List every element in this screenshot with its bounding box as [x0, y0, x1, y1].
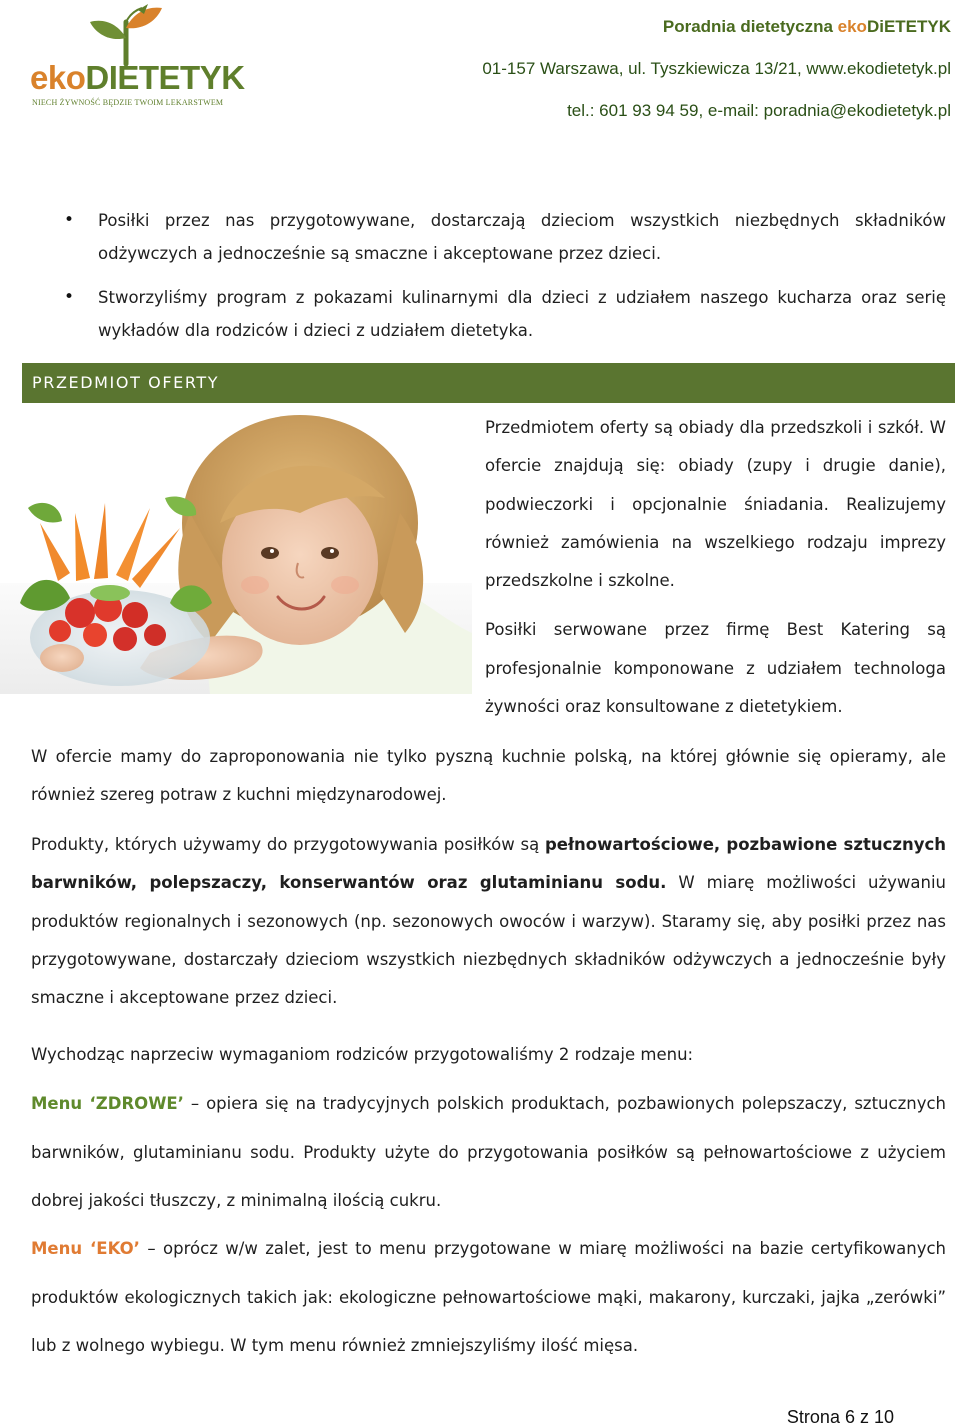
section-header-bar	[22, 363, 955, 403]
section-title: PRZEDMIOT OFERTY	[32, 373, 220, 392]
header-contact: tel.: 601 93 94 59, e-mail: poradnia@ekodietetyk.pl	[567, 101, 951, 120]
products-text-start: Produkty, których używamy do przygotowywania posiłków są	[31, 835, 545, 854]
header-address: 01-157 Warszawa, ul. Tyszkiewicza 13/21, www.ekodietetyk.pl	[482, 59, 951, 78]
menu-zdrowe-text: – opiera się na tradycyjnych polskich produktach, pozbawionych polepszaczy, sztucznych barwników, glutaminianu sodu. Produkty użyte do przygotowania posiłków są pełnowartościowe z użyciem dobrej jakości tłuszczy, z minimalną ilością cukru.	[31, 1094, 947, 1210]
header-title	[482, 6, 951, 48]
logo-word-eko: eko	[30, 59, 86, 96]
header-title-prefix: Poradnia dietetyczna	[662, 17, 838, 36]
products-paragraph	[31, 826, 946, 1017]
menu-zdrowe-label: Menu ‘ZDROWE’	[31, 1094, 184, 1113]
offer-paragraph-2: Posiłki serwowane przez firmę Best Katering są profesjonalnie komponowane z udziałem technologa żywności oraz konsultowane z dietetykiem.	[485, 620, 946, 717]
products-text-bold: pełnowartościowe, pozbawione sztucznych barwników, polepszaczy, konserwantów oraz glutaminianu sodu.	[31, 835, 946, 893]
logo-wordmark	[30, 60, 245, 96]
offer-description	[485, 409, 946, 726]
menu-eko-paragraph	[31, 1225, 946, 1371]
logo-word-dietetyk: DIETETYK	[85, 59, 245, 96]
products-text-end: W miarę możliwości używaniu produktów regionalnych i sezonowych (np. sezonowych owoców i warzyw). Staramy się, aby posiłki przez nas przygotowywane, dostarczały dzieciom wszystkich niezbędnych składników odżywczych a jednocześnie były smaczne i akceptowane przez dzieci.	[31, 873, 947, 1008]
benefits-list	[62, 204, 946, 358]
header-title-suffix: DiETETYK	[866, 17, 951, 36]
menu-zdrowe-paragraph	[31, 1080, 946, 1226]
menu-eko-label: Menu ‘EKO’	[31, 1239, 140, 1258]
sprout-leaf-icon	[86, 4, 176, 66]
child-with-vegetable-bowl-photo	[0, 403, 472, 694]
header-info	[482, 6, 951, 132]
list-item: • Stworzyliśmy program z pokazami kulinarnymi dla dzieci z udziałem naszego kucharza oraz serię wykładów dla rodziców i dzieci z udziałem dietetyka.	[62, 281, 946, 347]
menu-intro-paragraph: Wychodząc naprzeciw wymaganiom rodziców przygotowaliśmy 2 rodzaje menu:	[31, 1045, 694, 1064]
header-title-eko: eko	[837, 17, 867, 36]
page-number: Strona 6 z 10	[786, 1407, 894, 1427]
ekodietetyk-logo	[26, 4, 256, 114]
offer-paragraph-1: Przedmiotem oferty są obiady dla przedszkoli i szkół. W ofercie znajdują się: obiady (zupy i drugie danie), podwieczorki i opcjonalnie śniadania. Realizujemy również zamówienia na wszelkiego rodzaju imprezy przedszkolne i szkolne.	[485, 418, 946, 591]
menu-eko-text: – oprócz w/w zalet, jest to menu przygotowane w miarę możliwości na bazie certyfikowanych produktów ekologicznych takich jak: ekologiczne pełnowartościowe mąki, makarony, kurczaki, jajka „zerówki” lub z wolnego wybiegu. W tym menu również zmniejszyliśmy ilość mięsa.	[31, 1239, 946, 1355]
logo-tagline: NIECH ŻYWNOŚĆ BĘDZIE TWOIM LEKARSTWEM	[32, 98, 224, 107]
cuisine-paragraph: W ofercie mamy do zaproponowania nie tylko pyszną kuchnie polską, na której głównie się opieramy, ale również szereg potraw z kuchni międzynarodowej.	[31, 747, 946, 805]
list-item: • Posiłki przez nas przygotowywane, dostarczają dzieciom wszystkich niezbędnych składników odżywczych a jednocześnie są smaczne i akceptowane przez dzieci.	[62, 204, 946, 270]
